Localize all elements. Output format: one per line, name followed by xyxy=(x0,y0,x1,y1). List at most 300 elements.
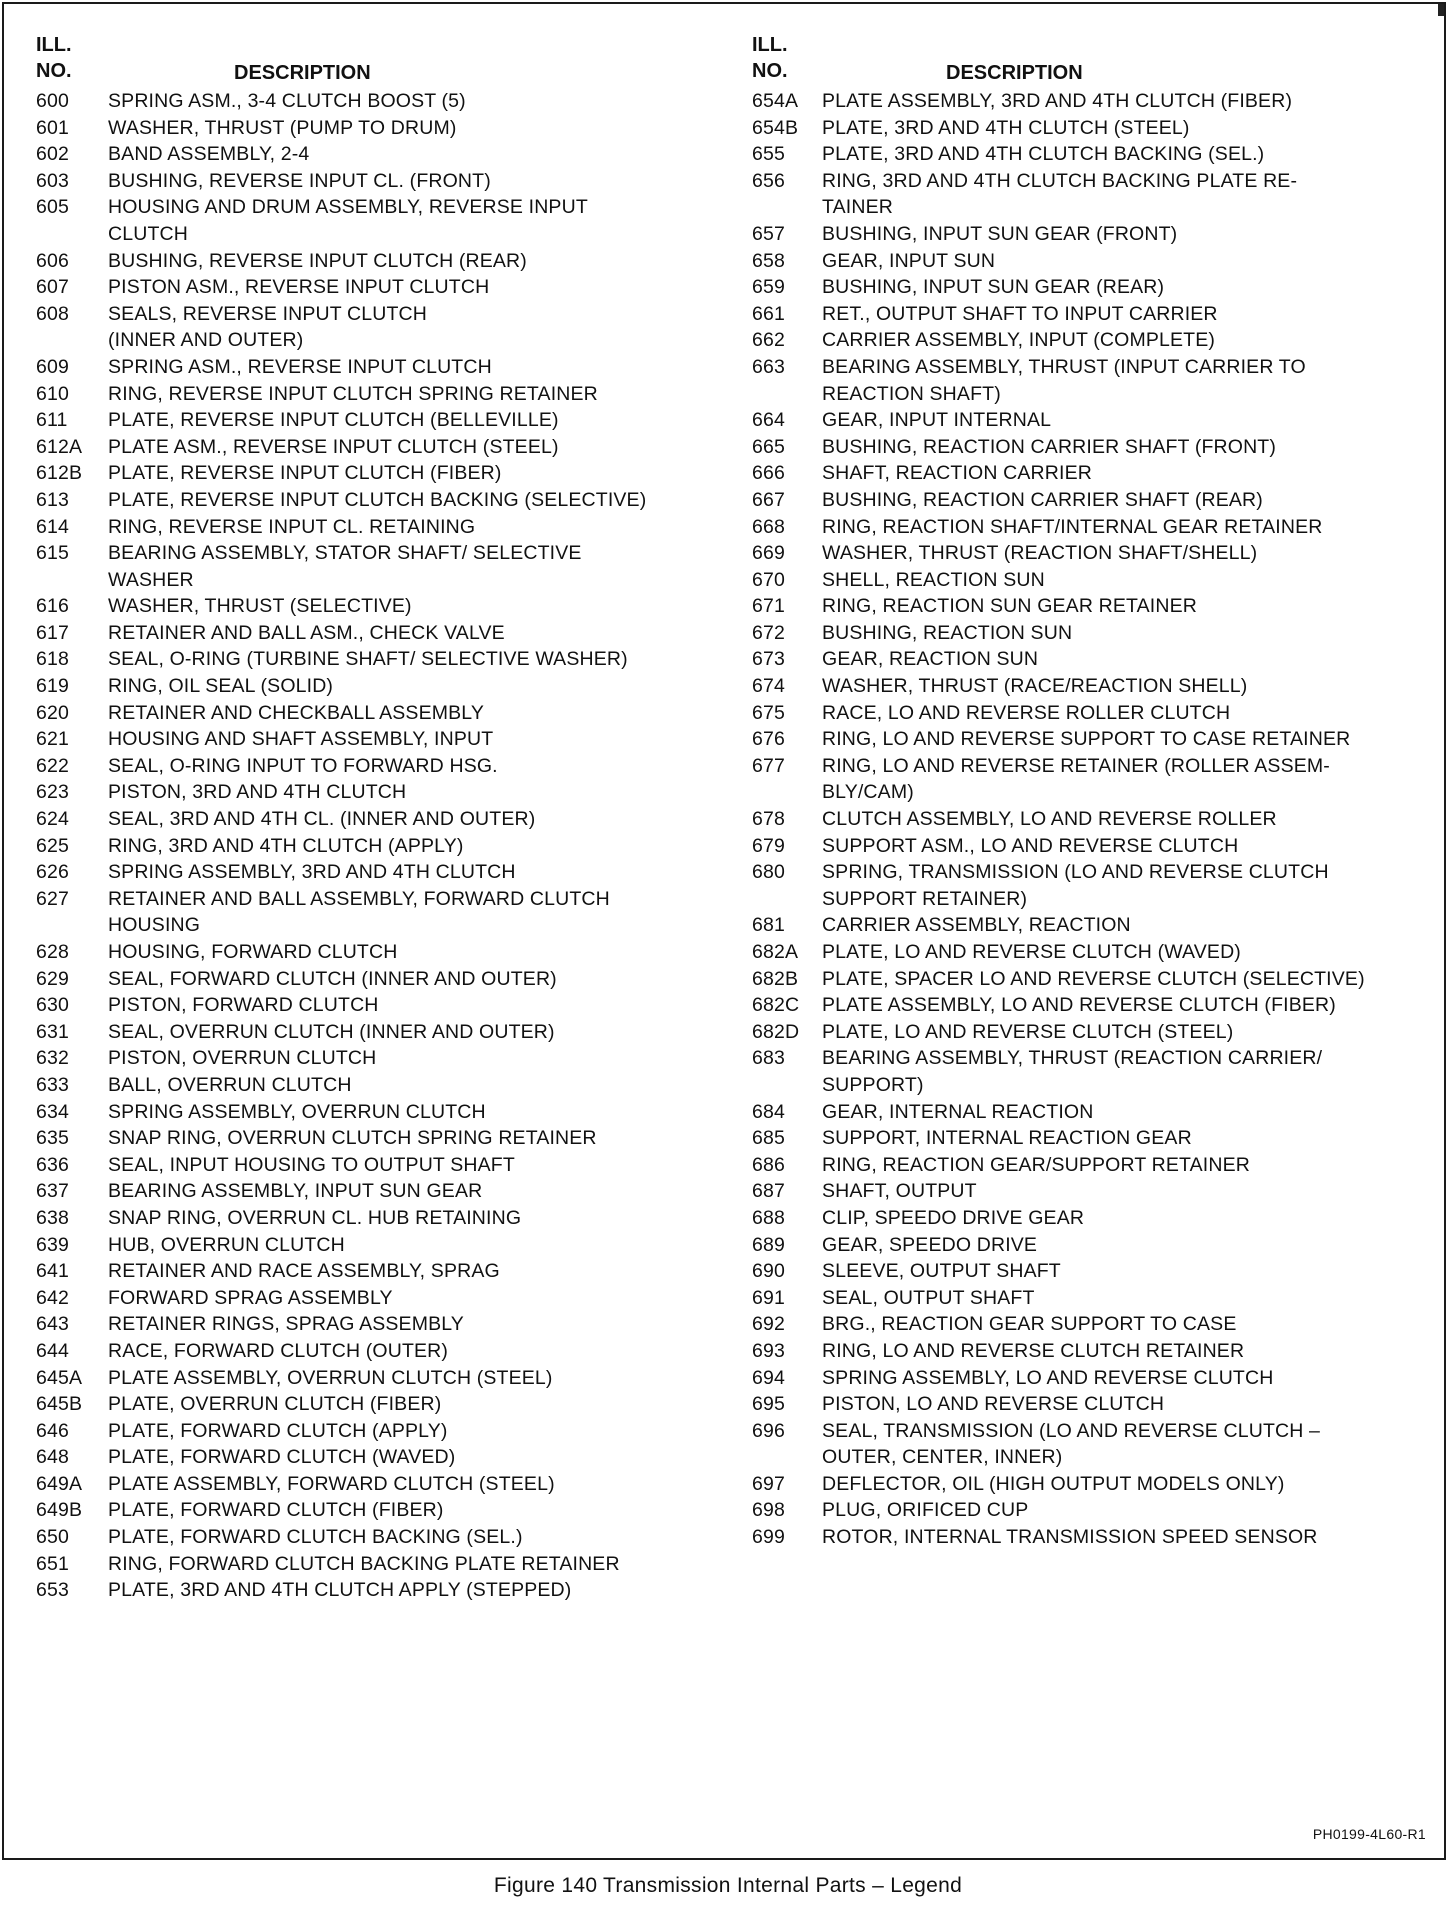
part-description: PLATE, REVERSE INPUT CLUTCH (FIBER) xyxy=(108,462,502,485)
column-header-right xyxy=(750,32,1440,88)
part-description: PLATE, REVERSE INPUT CLUTCH (BELLEVILLE) xyxy=(108,409,559,432)
legend-item xyxy=(750,514,1440,541)
ill-no: 654B xyxy=(752,116,799,139)
ill-no: 643 xyxy=(36,1313,69,1336)
ill-no: 682B xyxy=(752,967,799,990)
legend-item xyxy=(750,1019,1440,1046)
ill-no: 693 xyxy=(752,1339,785,1362)
legend-item xyxy=(750,434,1440,461)
ill-no: 631 xyxy=(36,1020,69,1043)
ill-no: 677 xyxy=(752,754,785,777)
legend-item xyxy=(750,1471,1440,1498)
part-description: BUSHING, INPUT SUN GEAR (FRONT) xyxy=(822,222,1178,245)
legend-item xyxy=(34,1444,724,1471)
ill-no: 616 xyxy=(36,595,69,618)
ill-no: 694 xyxy=(752,1366,785,1389)
part-description: WASHER, THRUST (PUMP TO DRUM) xyxy=(108,116,457,139)
legend-item xyxy=(34,301,724,354)
part-description: PISTON ASM., REVERSE INPUT CLUTCH xyxy=(108,276,490,299)
legend-item xyxy=(750,487,1440,514)
legend-item xyxy=(750,1232,1440,1259)
ill-no: 651 xyxy=(36,1552,69,1575)
legend-item xyxy=(34,593,724,620)
ill-no: 682C xyxy=(752,994,800,1017)
ill-no: 682D xyxy=(752,1020,800,1043)
part-description: PISTON, FORWARD CLUTCH xyxy=(108,994,379,1017)
ill-no: 636 xyxy=(36,1153,69,1176)
ill-no: 659 xyxy=(752,276,785,299)
part-description: CLIP, SPEEDO DRIVE GEAR xyxy=(822,1206,1085,1229)
legend-item xyxy=(750,646,1440,673)
part-description: PISTON, 3RD AND 4TH CLUTCH xyxy=(108,781,407,804)
legend-item xyxy=(750,248,1440,275)
legend-item xyxy=(34,1125,724,1152)
legend-item xyxy=(34,88,724,115)
ill-no: 646 xyxy=(36,1419,69,1442)
ill-no: 614 xyxy=(36,515,69,538)
legend-item xyxy=(750,992,1440,1019)
legend-item xyxy=(750,966,1440,993)
legend-item xyxy=(34,859,724,886)
ill-no: 613 xyxy=(36,488,69,511)
ill-no: 618 xyxy=(36,648,69,671)
part-description: BUSHING, REACTION CARRIER SHAFT (REAR) xyxy=(822,488,1263,511)
legend-item xyxy=(34,115,724,142)
ill-no: 642 xyxy=(36,1286,69,1309)
part-description: HOUSING AND DRUM ASSEMBLY, REVERSE INPUT CLUTCH xyxy=(108,196,588,245)
legend-item xyxy=(750,1365,1440,1392)
ill-no: 606 xyxy=(36,249,69,272)
part-description: SEALS, REVERSE INPUT CLUTCH (INNER AND OUTER) xyxy=(108,302,428,352)
ill-no: 665 xyxy=(752,435,785,458)
part-description: PLATE, FORWARD CLUTCH BACKING (SEL.) xyxy=(108,1526,523,1549)
ill-no: 638 xyxy=(36,1206,69,1229)
part-description: GEAR, REACTION SUN xyxy=(822,648,1039,671)
ill-no-header: ILL. NO. xyxy=(36,34,72,82)
legend-item xyxy=(34,833,724,860)
part-description: PISTON, OVERRUN CLUTCH xyxy=(108,1047,377,1070)
ill-no: 658 xyxy=(752,249,785,272)
part-description: SLEEVE, OUTPUT SHAFT xyxy=(822,1260,1061,1283)
legend-item xyxy=(750,88,1440,115)
part-description: DEFLECTOR, OIL (HIGH OUTPUT MODELS ONLY) xyxy=(822,1472,1285,1495)
legend-item xyxy=(750,1418,1440,1471)
part-description: SEAL, O-RING (TURBINE SHAFT/ SELECTIVE WASHER) xyxy=(108,648,628,671)
legend-item xyxy=(750,1311,1440,1338)
legend-item xyxy=(750,1045,1440,1098)
ill-no: 662 xyxy=(752,329,785,352)
legend-item xyxy=(34,646,724,673)
ill-no: 645A xyxy=(36,1366,83,1389)
legend-item xyxy=(750,1524,1440,1551)
ill-no-header: ILL. NO. xyxy=(752,34,788,82)
legend-item xyxy=(750,168,1440,221)
part-description: SNAP RING, OVERRUN CL. HUB RETAINING xyxy=(108,1206,522,1229)
ill-no: 637 xyxy=(36,1180,69,1203)
legend-list-left xyxy=(34,88,724,1604)
ill-no: 669 xyxy=(752,542,785,565)
part-description: WASHER, THRUST (REACTION SHAFT/SHELL) xyxy=(822,542,1258,565)
ill-no: 663 xyxy=(752,355,785,378)
ill-no: 661 xyxy=(752,302,785,325)
ill-no: 644 xyxy=(36,1339,69,1362)
ill-no: 607 xyxy=(36,276,69,299)
legend-item xyxy=(34,1072,724,1099)
part-description: SEAL, INPUT HOUSING TO OUTPUT SHAFT xyxy=(108,1153,515,1176)
part-description: RING, REACTION GEAR/SUPPORT RETAINER xyxy=(822,1153,1250,1176)
ill-no: 650 xyxy=(36,1526,69,1549)
description-header: DESCRIPTION xyxy=(946,62,1083,84)
ill-no: 627 xyxy=(36,887,69,910)
ill-no: 679 xyxy=(752,834,785,857)
part-description: PLUG, ORIFICED CUP xyxy=(822,1499,1029,1522)
ill-no: 656 xyxy=(752,169,785,192)
part-description: HOUSING, FORWARD CLUTCH xyxy=(108,941,398,963)
legend-item xyxy=(34,274,724,301)
ill-no: 682A xyxy=(752,941,799,963)
ill-no: 600 xyxy=(36,90,69,112)
part-description: PLATE, 3RD AND 4TH CLUTCH (STEEL) xyxy=(822,116,1190,139)
ill-no: 672 xyxy=(752,621,785,644)
part-description: GEAR, INPUT INTERNAL xyxy=(822,409,1052,432)
figure-caption: Figure 140 Transmission Internal Parts – Legend xyxy=(493,1874,963,1897)
part-description: SHAFT, REACTION CARRIER xyxy=(822,462,1092,485)
ill-no: 698 xyxy=(752,1499,785,1522)
ill-no: 601 xyxy=(36,116,69,139)
legend-item xyxy=(750,912,1440,939)
legend-item xyxy=(750,1497,1440,1524)
ill-no: 602 xyxy=(36,143,69,166)
part-description: RING, LO AND REVERSE CLUTCH RETAINER xyxy=(822,1339,1245,1362)
legend-item xyxy=(750,540,1440,567)
part-description: SPRING ASSEMBLY, LO AND REVERSE CLUTCH xyxy=(822,1366,1274,1389)
part-description: SNAP RING, OVERRUN CLUTCH SPRING RETAINER xyxy=(108,1127,597,1150)
ill-no: 622 xyxy=(36,754,69,777)
legend-item xyxy=(750,1391,1440,1418)
ill-no: 628 xyxy=(36,941,69,963)
ill-no: 690 xyxy=(752,1260,785,1283)
legend-item xyxy=(34,1205,724,1232)
ill-no: 697 xyxy=(752,1472,785,1495)
ill-no: 680 xyxy=(752,861,785,884)
part-description: RETAINER AND BALL ASM., CHECK VALVE xyxy=(108,621,505,644)
legend-item xyxy=(34,487,724,514)
part-description: SPRING, TRANSMISSION (LO AND REVERSE CLUTCH SUPPORT RETAINER) xyxy=(822,861,1329,910)
ill-no: 610 xyxy=(36,382,69,405)
part-description: GEAR, INPUT SUN xyxy=(822,249,996,272)
ill-no: 681 xyxy=(752,914,785,937)
legend-item xyxy=(750,460,1440,487)
part-description: PLATE, LO AND REVERSE CLUTCH (STEEL) xyxy=(822,1020,1234,1043)
part-description: BRG., REACTION GEAR SUPPORT TO CASE xyxy=(822,1313,1237,1336)
ill-no: 615 xyxy=(36,542,69,565)
ill-no: 684 xyxy=(752,1100,785,1123)
legend-item xyxy=(34,1152,724,1179)
legend-item xyxy=(750,354,1440,407)
legend-item xyxy=(750,939,1440,966)
legend-item xyxy=(750,859,1440,912)
part-description: BUSHING, REACTION SUN xyxy=(822,621,1073,644)
part-description: BEARING ASSEMBLY, STATOR SHAFT/ SELECTIVE WASHER xyxy=(108,542,582,591)
legend-item xyxy=(34,1391,724,1418)
part-description: GEAR, SPEEDO DRIVE xyxy=(822,1233,1038,1256)
legend-column-right xyxy=(750,32,1440,1551)
legend-column-left xyxy=(34,32,724,1604)
ill-no: 605 xyxy=(36,196,69,219)
part-description: RING, REVERSE INPUT CLUTCH SPRING RETAINER xyxy=(108,382,598,405)
part-description: RETAINER AND RACE ASSEMBLY, SPRAG xyxy=(108,1260,500,1283)
legend-item xyxy=(750,753,1440,806)
description-header: DESCRIPTION xyxy=(234,62,371,84)
legend-item xyxy=(34,886,724,939)
ill-no: 609 xyxy=(36,355,69,378)
part-description: BUSHING, REACTION CARRIER SHAFT (FRONT) xyxy=(822,435,1277,458)
legend-item xyxy=(34,514,724,541)
ill-no: 608 xyxy=(36,302,69,325)
ill-no: 668 xyxy=(752,515,785,538)
ill-no: 654A xyxy=(752,90,799,112)
part-description: PLATE ASSEMBLY, OVERRUN CLUTCH (STEEL) xyxy=(108,1366,553,1389)
ill-no: 664 xyxy=(752,409,785,432)
legend-item xyxy=(34,1099,724,1126)
part-description: RING, OIL SEAL (SOLID) xyxy=(108,675,334,698)
ill-no: 688 xyxy=(752,1206,785,1229)
part-description: PLATE, SPACER LO AND REVERSE CLUTCH (SELECTIVE) xyxy=(822,967,1365,990)
legend-item xyxy=(34,407,724,434)
part-description: CLUTCH ASSEMBLY, LO AND REVERSE ROLLER xyxy=(822,808,1277,831)
part-description: RING, REACTION SUN GEAR RETAINER xyxy=(822,595,1197,618)
legend-item xyxy=(750,407,1440,434)
legend-item xyxy=(750,115,1440,142)
part-description: SUPPORT ASM., LO AND REVERSE CLUTCH xyxy=(822,834,1239,857)
ill-no: 675 xyxy=(752,701,785,724)
ill-no: 648 xyxy=(36,1446,69,1469)
part-description: SEAL, OUTPUT SHAFT xyxy=(822,1286,1035,1309)
ill-no: 667 xyxy=(752,488,785,511)
part-description: PISTON, LO AND REVERSE CLUTCH xyxy=(822,1393,1165,1416)
legend-item xyxy=(34,1311,724,1338)
part-description: PLATE ASSEMBLY, LO AND REVERSE CLUTCH (FIBER) xyxy=(822,994,1336,1017)
part-description: WASHER, THRUST (RACE/REACTION SHELL) xyxy=(822,675,1248,698)
part-description: RETAINER AND CHECKBALL ASSEMBLY xyxy=(108,701,484,724)
legend-item xyxy=(34,460,724,487)
part-description: RET., OUTPUT SHAFT TO INPUT CARRIER xyxy=(822,302,1218,325)
legend-item xyxy=(34,1019,724,1046)
legend-item xyxy=(750,700,1440,727)
part-description: PLATE, 3RD AND 4TH CLUTCH BACKING (SEL.) xyxy=(822,143,1265,166)
ill-no: 645B xyxy=(36,1393,83,1416)
legend-item xyxy=(34,1285,724,1312)
ill-no: 695 xyxy=(752,1393,785,1416)
legend-item xyxy=(750,593,1440,620)
part-description: BALL, OVERRUN CLUTCH xyxy=(108,1073,352,1096)
legend-item xyxy=(34,966,724,993)
ill-no: 623 xyxy=(36,781,69,804)
legend-item xyxy=(34,1471,724,1498)
part-description: BUSHING, REVERSE INPUT CL. (FRONT) xyxy=(108,169,491,192)
part-description: RETAINER RINGS, SPRAG ASSEMBLY xyxy=(108,1313,464,1336)
part-description: SEAL, OVERRUN CLUTCH (INNER AND OUTER) xyxy=(108,1020,555,1043)
ill-no: 678 xyxy=(752,808,785,831)
ill-no: 653 xyxy=(36,1579,69,1602)
legend-item xyxy=(34,779,724,806)
part-description: BEARING ASSEMBLY, THRUST (INPUT CARRIER TO REACTION SHAFT) xyxy=(822,355,1306,405)
legend-item xyxy=(34,992,724,1019)
legend-item xyxy=(34,1178,724,1205)
legend-item xyxy=(34,194,724,247)
part-description: BAND ASSEMBLY, 2-4 xyxy=(108,143,310,166)
part-description: SUPPORT, INTERNAL REACTION GEAR xyxy=(822,1127,1192,1150)
part-description: RING, LO AND REVERSE RETAINER (ROLLER ASSEM- BLY/CAM) xyxy=(822,754,1330,804)
part-description: PLATE, REVERSE INPUT CLUTCH BACKING (SELECTIVE) xyxy=(108,488,647,511)
part-description: SEAL, TRANSMISSION (LO AND REVERSE CLUTCH – OUTER, CENTER, INNER) xyxy=(822,1419,1321,1469)
ill-no: 649A xyxy=(36,1472,83,1495)
ill-no: 696 xyxy=(752,1419,785,1442)
ill-no: 639 xyxy=(36,1233,69,1256)
legend-item xyxy=(34,1418,724,1445)
part-description: BUSHING, REVERSE INPUT CLUTCH (REAR) xyxy=(108,249,527,272)
ill-no: 666 xyxy=(752,462,785,485)
legend-item xyxy=(34,1524,724,1551)
corner-mark xyxy=(1438,4,1444,16)
part-description: SHELL, REACTION SUN xyxy=(822,568,1045,591)
part-description: RETAINER AND BALL ASSEMBLY, FORWARD CLUTCH HOUSING xyxy=(108,887,610,937)
part-description: BEARING ASSEMBLY, THRUST (REACTION CARRIER/ SUPPORT) xyxy=(822,1047,1323,1096)
part-description: BUSHING, INPUT SUN GEAR (REAR) xyxy=(822,276,1165,299)
ill-no: 612A xyxy=(36,435,83,458)
legend-item xyxy=(34,726,724,753)
legend-item xyxy=(750,1099,1440,1126)
part-description: CARRIER ASSEMBLY, REACTION xyxy=(822,914,1131,937)
legend-item xyxy=(750,301,1440,328)
ill-no: 634 xyxy=(36,1100,69,1123)
legend-item xyxy=(34,1258,724,1285)
legend-item xyxy=(34,1551,724,1578)
legend-item xyxy=(750,806,1440,833)
part-description: SEAL, O-RING INPUT TO FORWARD HSG. xyxy=(108,754,498,777)
ill-no: 630 xyxy=(36,994,69,1017)
part-description: RING, REVERSE INPUT CL. RETAINING xyxy=(108,515,476,538)
column-header-left xyxy=(34,32,724,88)
legend-item xyxy=(34,434,724,461)
legend-item xyxy=(34,168,724,195)
legend-frame xyxy=(2,2,1446,1860)
legend-item xyxy=(750,141,1440,168)
legend-item xyxy=(34,1045,724,1072)
part-description: RING, REACTION SHAFT/INTERNAL GEAR RETAINER xyxy=(822,515,1323,538)
legend-item xyxy=(34,540,724,593)
ill-no: 625 xyxy=(36,834,69,857)
ill-no: 687 xyxy=(752,1180,785,1203)
legend-item xyxy=(750,221,1440,248)
part-description: RACE, LO AND REVERSE ROLLER CLUTCH xyxy=(822,701,1231,724)
legend-item xyxy=(34,1232,724,1259)
legend-item xyxy=(34,939,724,966)
legend-item xyxy=(34,1577,724,1604)
legend-item xyxy=(750,1338,1440,1365)
part-description: SHAFT, OUTPUT xyxy=(822,1180,977,1203)
part-description: HOUSING AND SHAFT ASSEMBLY, INPUT xyxy=(108,728,494,751)
part-description: RING, 3RD AND 4TH CLUTCH BACKING PLATE RE- TAINER xyxy=(822,169,1298,219)
part-description: PLATE, FORWARD CLUTCH (FIBER) xyxy=(108,1499,444,1522)
part-description: SPRING ASM., REVERSE INPUT CLUTCH xyxy=(108,355,492,378)
ill-no: 670 xyxy=(752,568,785,591)
legend-item xyxy=(750,567,1440,594)
legend-item xyxy=(750,1258,1440,1285)
ill-no: 629 xyxy=(36,967,69,990)
ill-no: 603 xyxy=(36,169,69,192)
ill-no: 689 xyxy=(752,1233,785,1256)
legend-item xyxy=(750,620,1440,647)
ill-no: 620 xyxy=(36,701,69,724)
ill-no: 655 xyxy=(752,143,785,166)
ill-no: 657 xyxy=(752,222,785,245)
part-description: CARRIER ASSEMBLY, INPUT (COMPLETE) xyxy=(822,329,1216,352)
legend-item xyxy=(34,673,724,700)
figure-code: PH0199-4L60-R1 xyxy=(1312,1826,1426,1842)
legend-item xyxy=(750,1285,1440,1312)
part-description: SPRING ASSEMBLY, 3RD AND 4TH CLUTCH xyxy=(108,861,516,884)
ill-no: 699 xyxy=(752,1526,785,1549)
part-description: FORWARD SPRAG ASSEMBLY xyxy=(108,1286,393,1309)
ill-no: 673 xyxy=(752,648,785,671)
ill-no: 685 xyxy=(752,1127,785,1150)
part-description: PLATE, FORWARD CLUTCH (APPLY) xyxy=(108,1419,448,1442)
legend-item xyxy=(34,354,724,381)
ill-no: 611 xyxy=(36,409,68,432)
ill-no: 674 xyxy=(752,675,785,698)
ill-no: 686 xyxy=(752,1153,785,1176)
part-description: SPRING ASM., 3-4 CLUTCH BOOST (5) xyxy=(108,90,466,112)
legend-item xyxy=(34,700,724,727)
part-description: PLATE ASSEMBLY, FORWARD CLUTCH (STEEL) xyxy=(108,1472,555,1495)
part-description: RING, FORWARD CLUTCH BACKING PLATE RETAINER xyxy=(108,1552,620,1575)
part-description: PLATE, OVERRUN CLUTCH (FIBER) xyxy=(108,1393,442,1416)
legend-item xyxy=(750,327,1440,354)
ill-no: 671 xyxy=(752,595,785,618)
legend-item xyxy=(34,1497,724,1524)
part-description: HUB, OVERRUN CLUTCH xyxy=(108,1233,345,1256)
ill-no: 617 xyxy=(36,621,69,644)
ill-no: 612B xyxy=(36,462,83,485)
ill-no: 621 xyxy=(36,728,69,751)
part-description: PLATE, LO AND REVERSE CLUTCH (WAVED) xyxy=(822,941,1241,963)
ill-no: 649B xyxy=(36,1499,83,1522)
part-description: SEAL, 3RD AND 4TH CL. (INNER AND OUTER) xyxy=(108,808,536,831)
ill-no: 635 xyxy=(36,1127,69,1150)
legend-item xyxy=(750,1178,1440,1205)
part-description: PLATE, FORWARD CLUTCH (WAVED) xyxy=(108,1446,456,1469)
ill-no: 641 xyxy=(36,1260,69,1283)
ill-no: 619 xyxy=(36,675,69,698)
part-description: SEAL, FORWARD CLUTCH (INNER AND OUTER) xyxy=(108,967,557,990)
legend-item xyxy=(34,806,724,833)
ill-no: 632 xyxy=(36,1047,69,1070)
legend-item xyxy=(750,1152,1440,1179)
legend-item xyxy=(750,1205,1440,1232)
part-description: PLATE ASSEMBLY, 3RD AND 4TH CLUTCH (FIBER) xyxy=(822,90,1293,112)
part-description: GEAR, INTERNAL REACTION xyxy=(822,1100,1094,1123)
part-description: ROTOR, INTERNAL TRANSMISSION SPEED SENSOR xyxy=(822,1526,1318,1549)
legend-item xyxy=(750,673,1440,700)
part-description: PLATE, 3RD AND 4TH CLUTCH APPLY (STEPPED) xyxy=(108,1579,572,1602)
part-description: SPRING ASSEMBLY, OVERRUN CLUTCH xyxy=(108,1100,486,1123)
ill-no: 624 xyxy=(36,808,69,831)
ill-no: 691 xyxy=(752,1286,785,1309)
part-description: BEARING ASSEMBLY, INPUT SUN GEAR xyxy=(108,1180,483,1203)
legend-item xyxy=(34,620,724,647)
legend-item xyxy=(34,1338,724,1365)
